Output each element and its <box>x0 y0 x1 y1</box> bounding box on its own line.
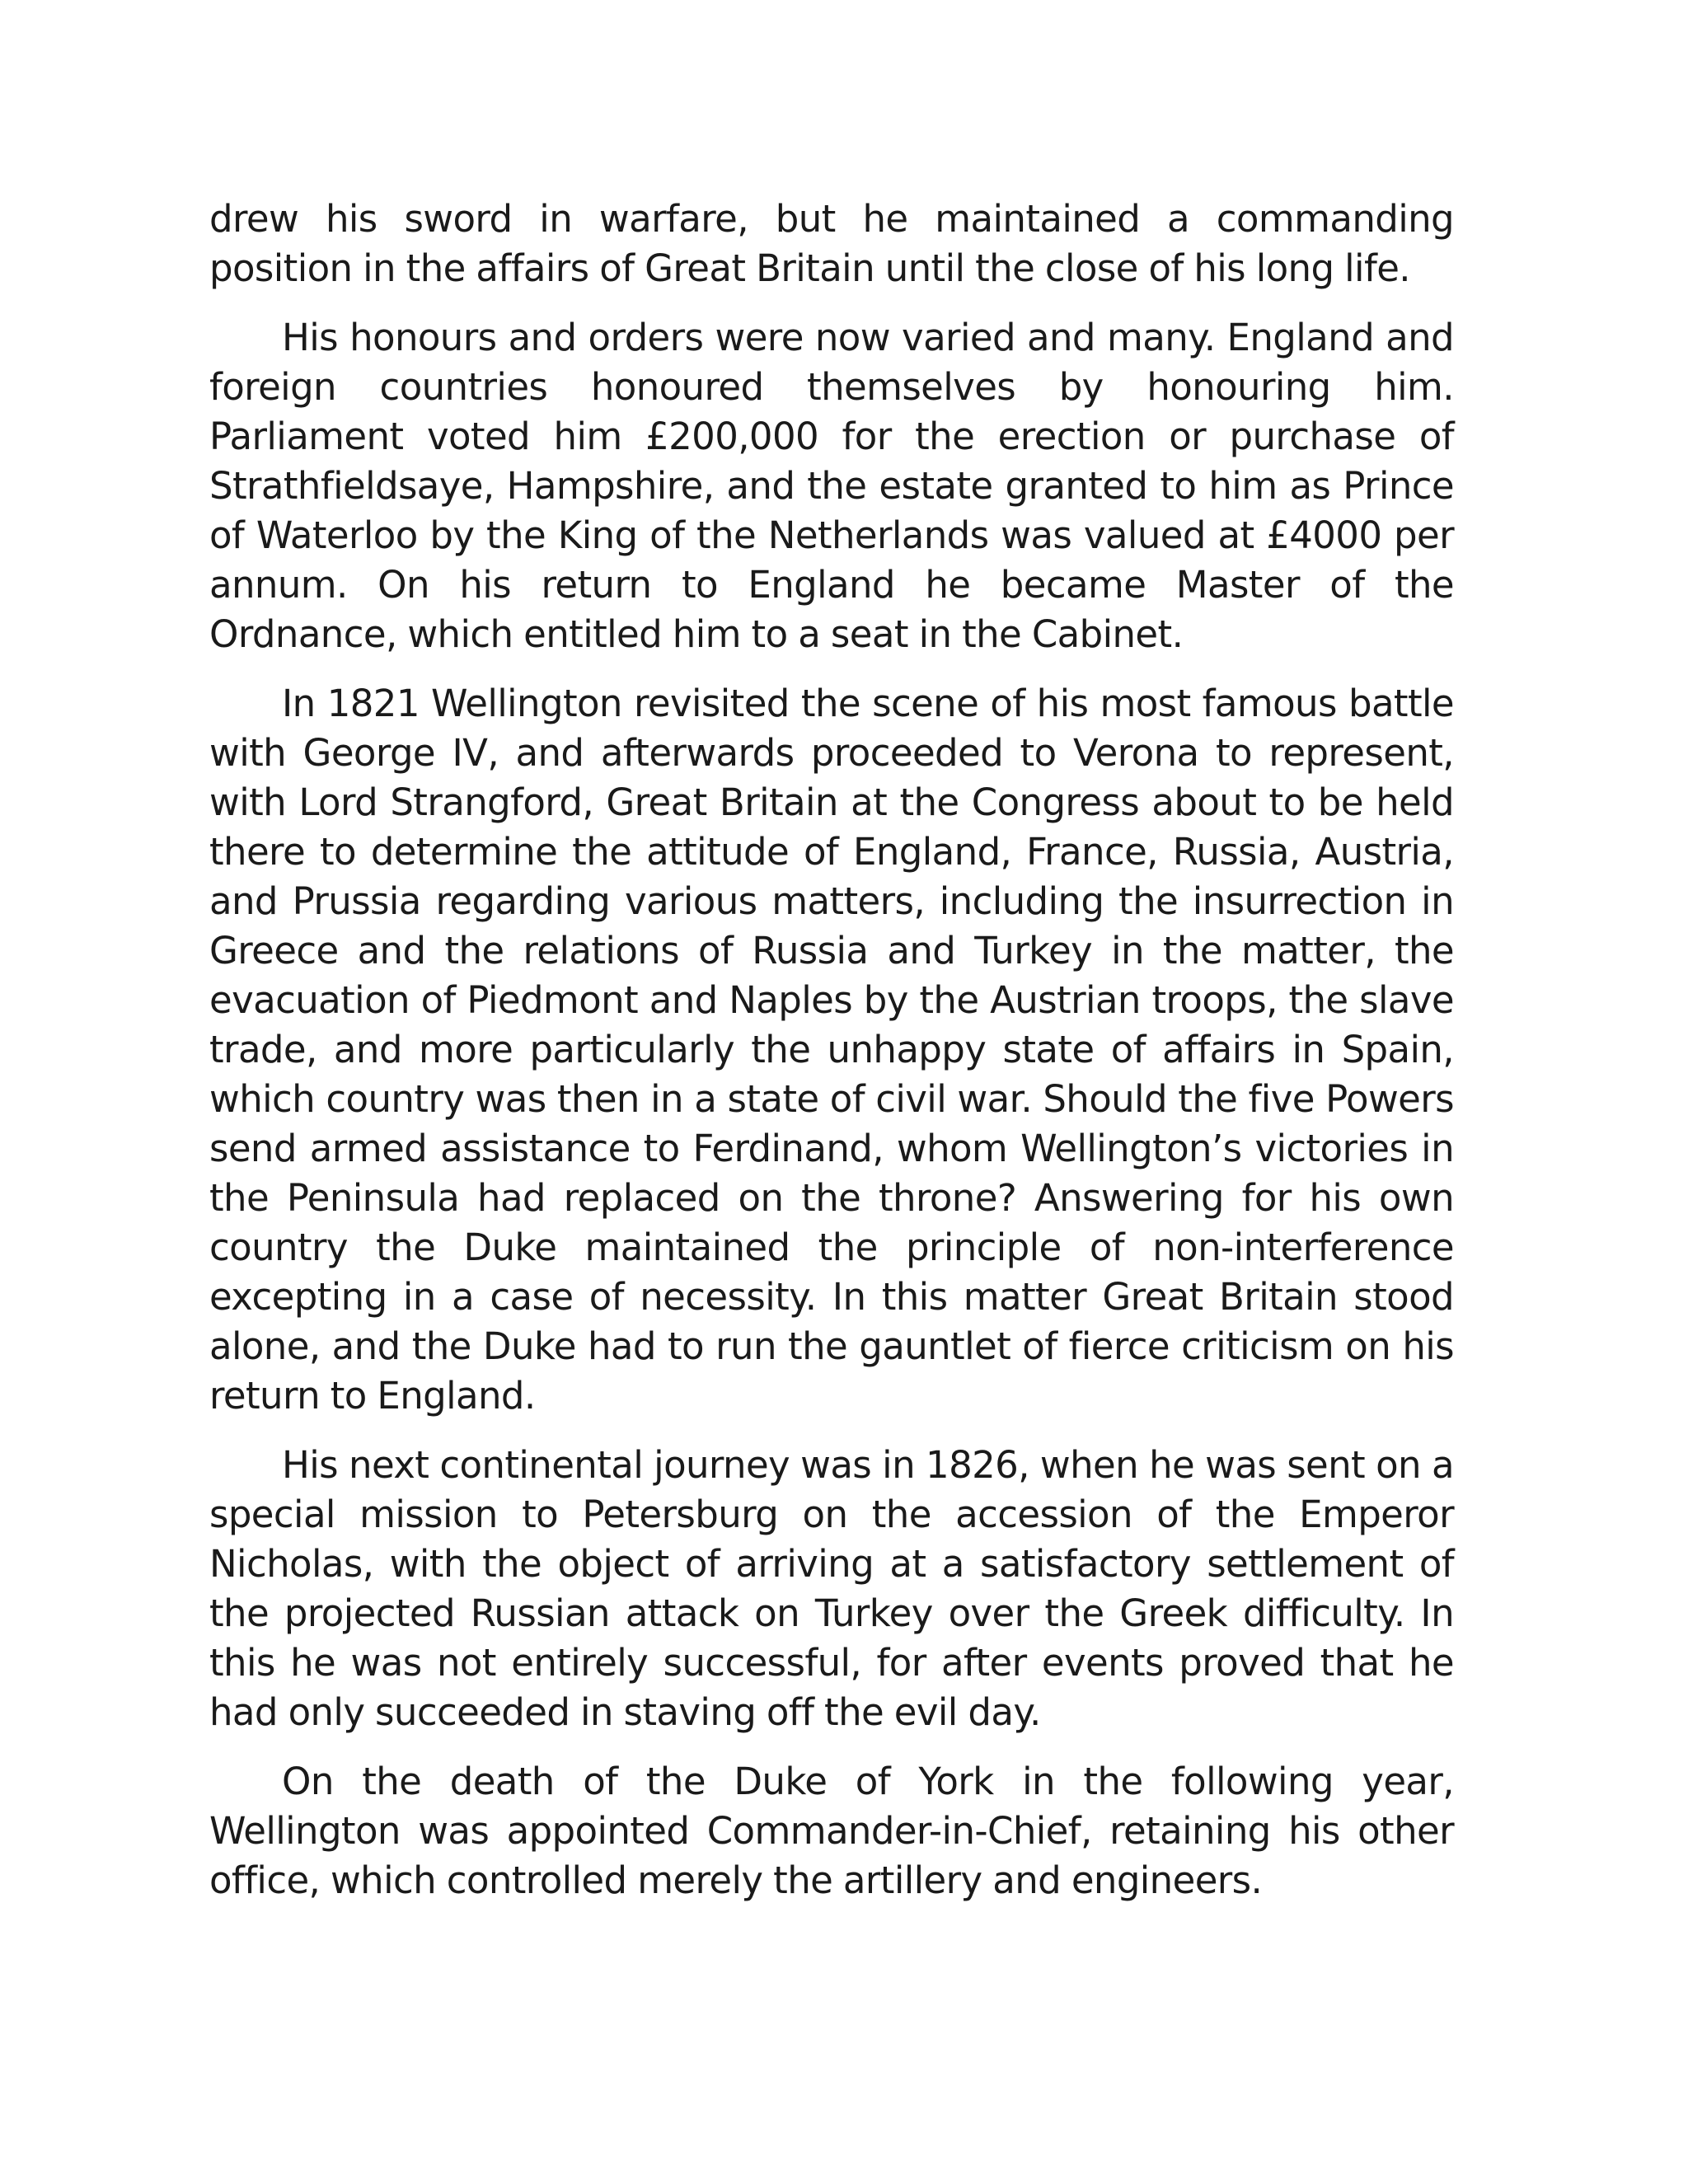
body-text <box>209 194 1454 1925</box>
paragraph-2: His honours and orders were now varied and many. England and foreign countries honoured themselves by honouring him. Parliament voted him £200,000 for the erection or purchase of Strathfieldsaye, Hampshire, and the estate granted to him as Prince of Waterloo by the King of the Netherlands was valued at £4000 per annum. On his return to England he became Master of the Ordnance, which entitled him to a seat in the Cabinet. <box>209 316 1454 656</box>
paragraph-1: drew his sword in warfare, but he maintained a commanding position in the affairs of Great Britain until the close of his long life. <box>209 197 1454 290</box>
paragraph-5: On the death of the Duke of York in the following year, Wellington was appointed Commander-in-Chief, retaining his other office, which controlled merely the artillery and engineers. <box>209 1760 1454 1902</box>
paragraph-3: In 1821 Wellington revisited the scene of his most famous battle with George IV, and afterwards proceeded to Verona to represent, with Lord Strangford, Great Britain at the Congress about to be held there to determine the attitude of England, France, Russia, Austria, and Prussia regarding various matters, including the insurrection in Greece and the relations of Russia and Turkey in the matter, the evacuation of Piedmont and Naples by the Austrian troops, the slave trade, and more particularly the unhappy state of affairs in Spain, which country was then in a state of civil war. Should the five Powers send armed assistance to Ferdinand, whom Wellington’s victories in the Peninsula had replaced on the throne? Answering for his own country the Duke maintained the principle of non-interference excepting in a case of necessity. In this matter Great Britain stood alone, and the Duke had to run the gauntlet of fierce criticism on his return to England. <box>209 682 1454 1418</box>
paragraph-4: His next continental journey was in 1826, when he was sent on a special mission to Petersburg on the accession of the Emperor Nicholas, with the object of arriving at a satisfactory settlement of the projected Russian attack on Turkey over the Greek difficulty. In this he was not entirely successful, for after events proved that he had only succeeded in staving off the evil day. <box>209 1443 1454 1734</box>
